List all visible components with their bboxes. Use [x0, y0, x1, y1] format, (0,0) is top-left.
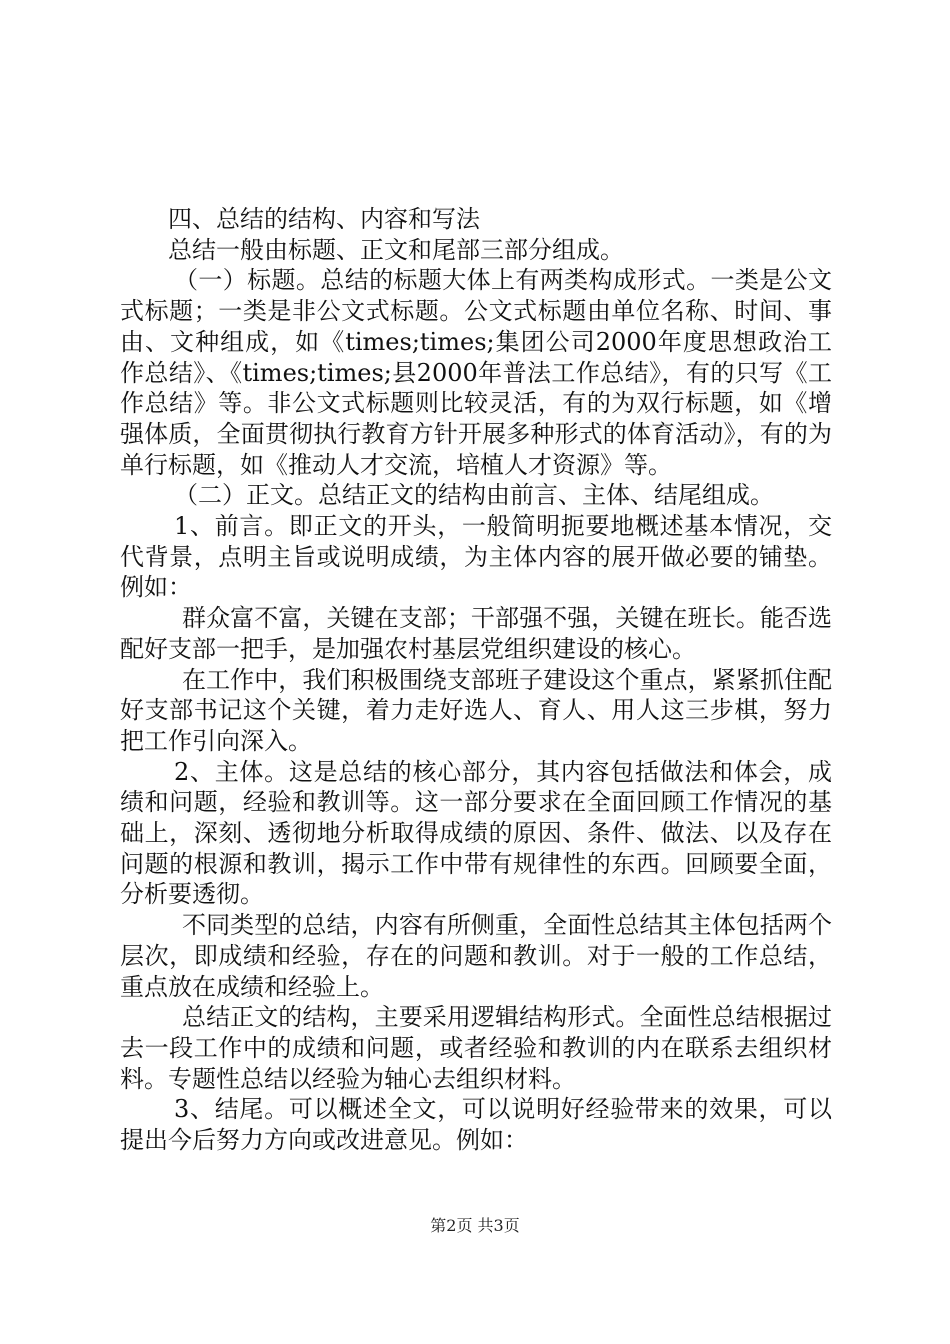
paragraph-types: 不同类型的总结，内容有所侧重，全面性总结其主体包括两个层次，即成绩和经验，存在的问题和教训。对于一般的工作总结，重点放在成绩和经验上。: [120, 911, 832, 1001]
document-body: [120, 204, 832, 1156]
paragraph-title-section: （一）标题。总结的标题大体上有两类构成形式。一类是公文式标题；一类是非公文式标题。公文式标题由单位名称、时间、事由、文种组成，如《times;times;集团公司2000年度思想政治工作总结》、《times;times;县2000年普法工作总结》，有的只写《工作总结》等。非公文式标题则比较灵活，有的为双行标题，如《增强体质，全面贯彻执行教育方针开展多种形式的体育活动》，有的为单行标题，如《推动人才交流，培植人才资源》等。: [120, 266, 832, 479]
paragraph-example-2: 在工作中，我们积极围绕支部班子建设这个重点，紧紧抓住配好支部书记这个关键，着力走好选人、育人、用人这三步棋，努力把工作引向深入。: [120, 665, 832, 755]
paragraph-preface: 1、前言。即正文的开头，一般简明扼要地概述基本情况，交代背景，点明主旨或说明成绩，为主体内容的展开做必要的铺垫。例如：: [120, 512, 832, 602]
paragraph-intro: 总结一般由标题、正文和尾部三部分组成。: [168, 235, 624, 264]
paragraph-example-1: 群众富不富，关键在支部；干部强不强，关键在班长。能否选配好支部一把手，是加强农村基层党组织建设的核心。: [120, 604, 832, 663]
paragraph-ending: 3、结尾。可以概述全文，可以说明好经验带来的效果，可以提出今后努力方向或改进意见。例如：: [120, 1095, 832, 1155]
paragraph-main-body: 2、主体。这是总结的核心部分，其内容包括做法和体会，成绩和问题，经验和教训等。这一部分要求在全面回顾工作情况的基础上，深刻、透彻地分析取得成绩的原因、条件、做法、以及存在问题的根源和教训，揭示工作中带有规律性的东西。回顾要全面，分析要透彻。: [120, 757, 832, 909]
page-number-footer: 第2页 共3页: [430, 1216, 520, 1235]
paragraph-structure: 总结正文的结构，主要采用逻辑结构形式。全面性总结根据过去一段工作中的成绩和问题，或者经验和教训的内在联系去组织材料。专题性总结以经验为轴心去组织材料。: [120, 1003, 832, 1093]
section-heading: 四、总结的结构、内容和写法: [168, 205, 480, 233]
paragraph-body-section: （二）正文。总结正文的结构由前言、主体、结尾组成。: [174, 481, 774, 510]
